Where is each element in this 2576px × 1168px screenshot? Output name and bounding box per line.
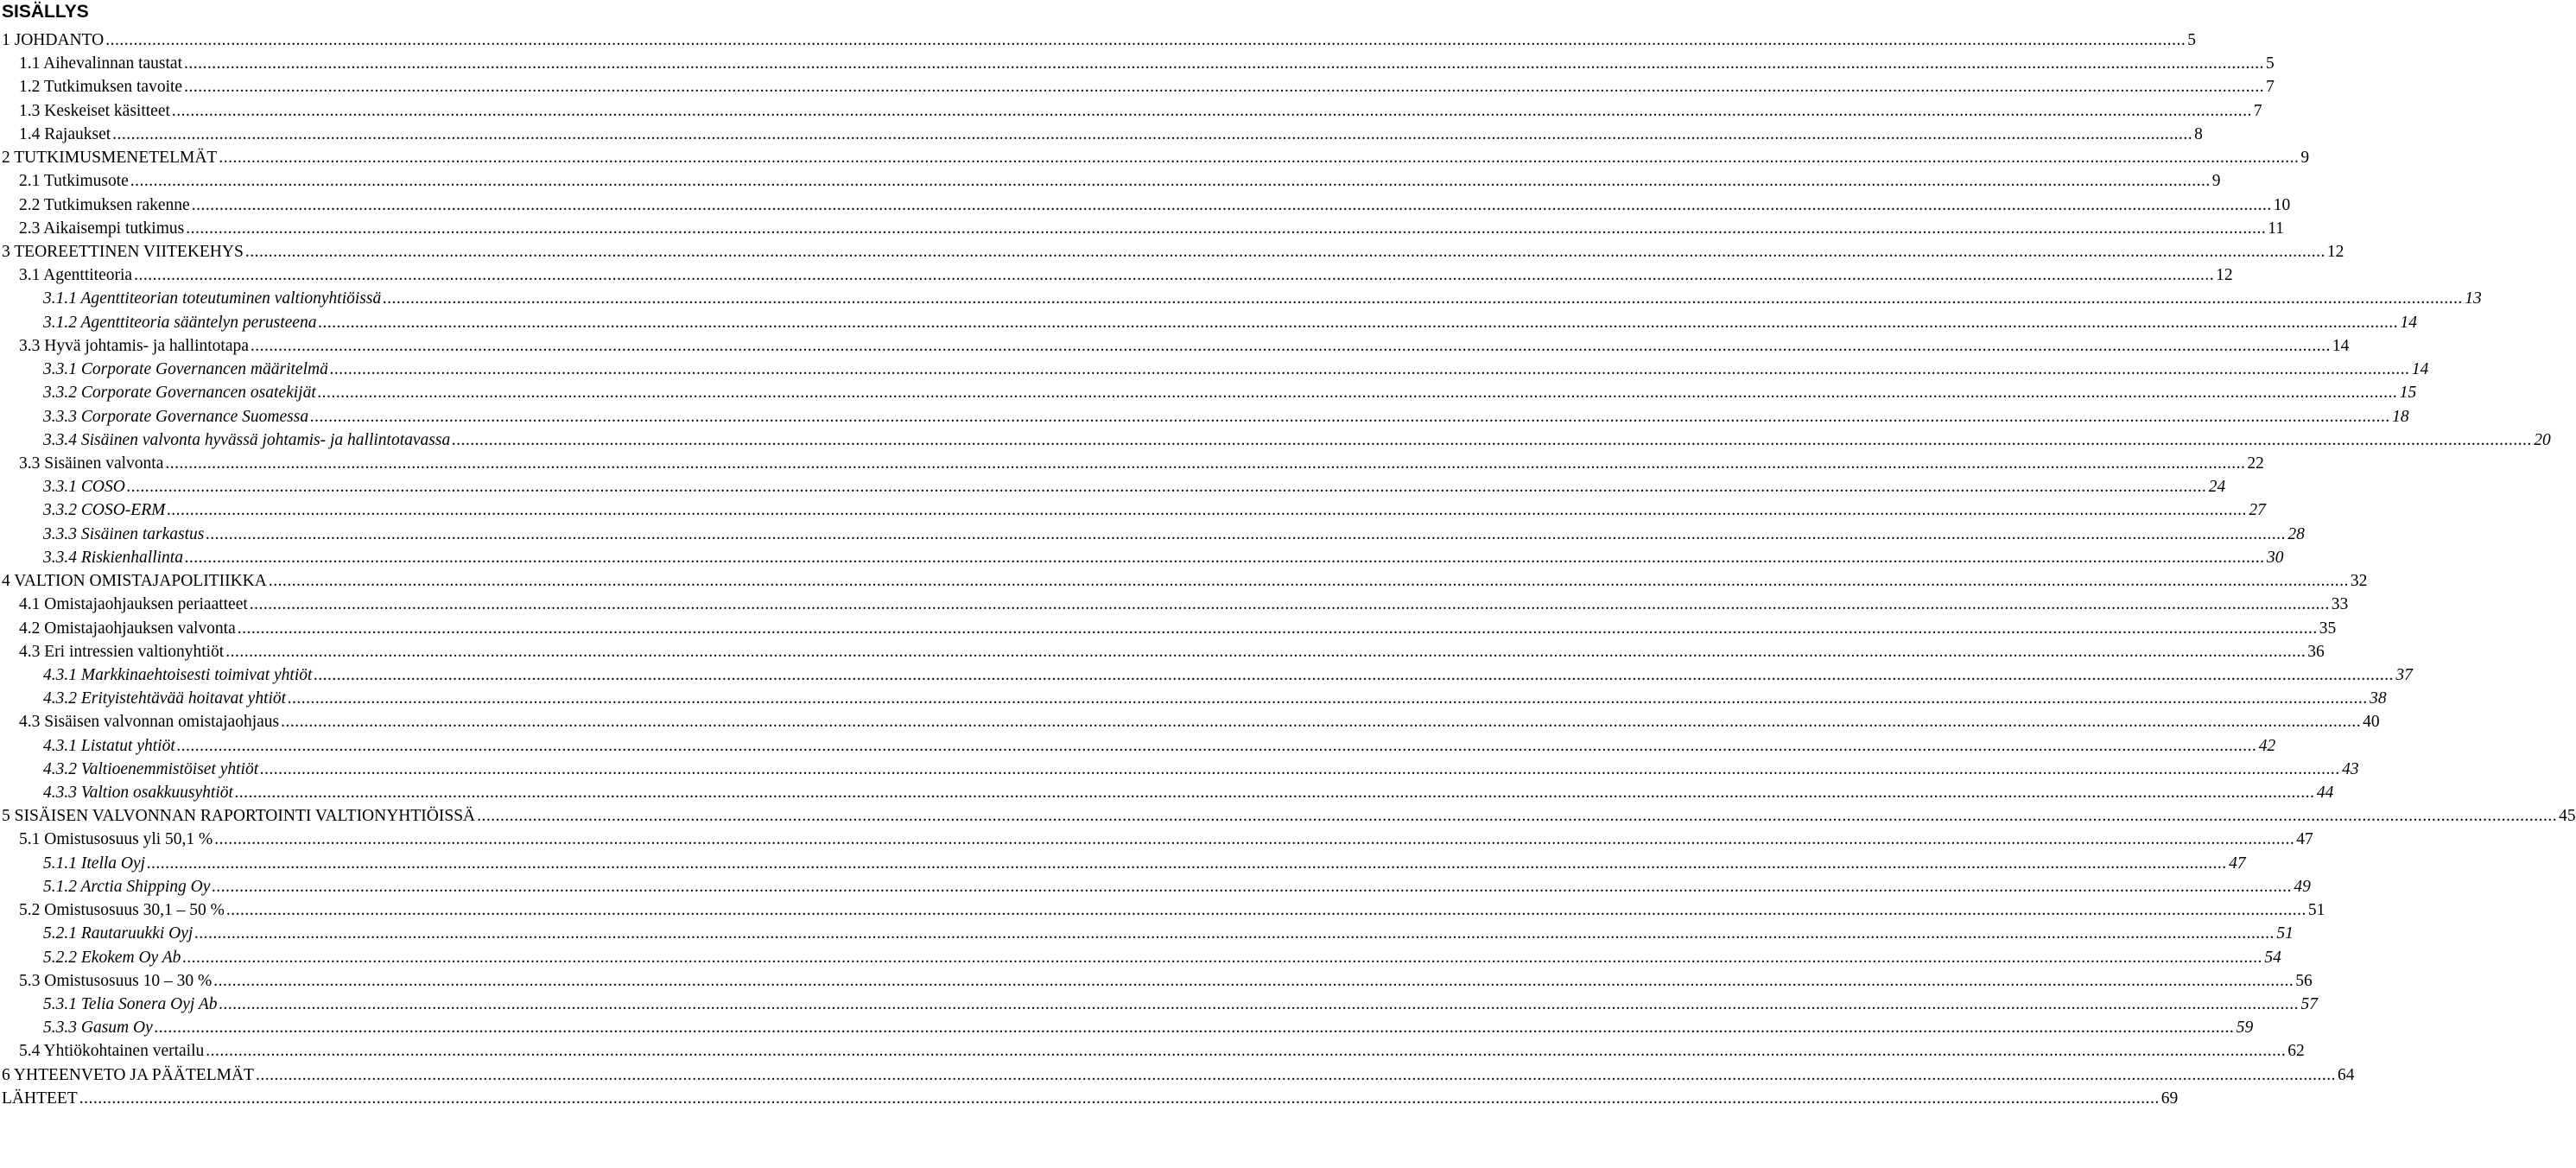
toc-entry-page-number: 43 bbox=[2342, 760, 2359, 778]
toc-dot-leader: ................................................................................................................................................................................................................................................................................................................................................................................................................................................................ bbox=[167, 501, 2248, 519]
toc-entry[interactable] bbox=[43, 994, 2319, 1015]
toc-entry-label: LÄHTEET bbox=[2, 1089, 78, 1108]
toc-entry-label: 2.1 Tutkimusote bbox=[19, 172, 129, 190]
toc-entry-label: 5.1.1 Itella Oyj bbox=[43, 854, 146, 873]
toc-entry-label: 2.2 Tutkimuksen rakenne bbox=[19, 196, 190, 214]
toc-heading: SISÄLLYS bbox=[2, 2, 89, 22]
toc-entry-page-number: 56 bbox=[2295, 972, 2313, 990]
toc-dot-leader: ................................................................................................................................................................................................................................................................................................................................................................................................................................................................ bbox=[134, 266, 2215, 284]
toc-entry-label: 1.4 Rajaukset bbox=[19, 125, 111, 143]
toc-dot-leader: ................................................................................................................................................................................................................................................................................................................................................................................................................................................................ bbox=[184, 78, 2265, 96]
toc-dot-leader: ................................................................................................................................................................................................................................................................................................................................................................................................................................................................ bbox=[171, 102, 2252, 120]
toc-entry[interactable] bbox=[19, 594, 2349, 615]
toc-entry-label: 4 VALTION OMISTAJAPOLITIIKKA bbox=[2, 572, 267, 590]
toc-entry-label: 4.3.1 Listatut yhtiöt bbox=[43, 737, 175, 755]
toc-entry-page-number: 13 bbox=[2465, 289, 2482, 308]
toc-entry[interactable] bbox=[19, 54, 2275, 74]
toc-entry-label: 3.3.1 Corporate Governancen määritelmä bbox=[43, 360, 328, 378]
toc-entry[interactable] bbox=[19, 265, 2233, 286]
toc-dot-leader: ................................................................................................................................................................................................................................................................................................................................................................................................................................................................ bbox=[225, 643, 2306, 661]
toc-entry[interactable] bbox=[19, 642, 2325, 663]
toc-entry-page-number: 28 bbox=[2287, 525, 2305, 543]
toc-entry[interactable] bbox=[43, 359, 2429, 380]
toc-entry[interactable] bbox=[19, 1041, 2305, 1062]
toc-dot-leader: ................................................................................................................................................................................................................................................................................................................................................................................................................................................................ bbox=[268, 572, 2349, 590]
toc-dot-leader: ................................................................................................................................................................................................................................................................................................................................................................................................................................................................ bbox=[206, 525, 2287, 543]
toc-dot-leader: ................................................................................................................................................................................................................................................................................................................................................................................................................................................................ bbox=[214, 830, 2295, 848]
toc-dot-leader: ................................................................................................................................................................................................................................................................................................................................................................................................................................................................ bbox=[314, 666, 2395, 684]
toc-entry-page-number: 69 bbox=[2160, 1089, 2179, 1108]
toc-dot-leader: ................................................................................................................................................................................................................................................................................................................................................................................................................................................................ bbox=[383, 289, 2464, 308]
toc-dot-leader: ................................................................................................................................................................................................................................................................................................................................................................................................................................................................ bbox=[310, 408, 2391, 426]
toc-entry[interactable] bbox=[43, 854, 2246, 874]
toc-entry-page-number: 10 bbox=[2273, 196, 2291, 214]
toc-entry[interactable] bbox=[43, 924, 2294, 944]
toc-dot-leader: ................................................................................................................................................................................................................................................................................................................................................................................................................................................................ bbox=[176, 737, 2257, 755]
toc-entry-label: 2 TUTKIMUSMENETELMÄT bbox=[2, 149, 218, 167]
toc-entry-label: 3.3.2 COSO-ERM bbox=[43, 501, 166, 519]
toc-entry-label: 5.4 Yhtiökohtainen vertailu bbox=[19, 1042, 205, 1060]
toc-entry[interactable] bbox=[2, 242, 2344, 263]
toc-entry-page-number: 49 bbox=[2294, 878, 2311, 896]
toc-entry-page-number: 14 bbox=[2411, 360, 2429, 378]
toc-dot-leader: ................................................................................................................................................................................................................................................................................................................................................................................................................................................................ bbox=[105, 31, 2186, 49]
toc-entry[interactable] bbox=[43, 877, 2311, 898]
toc-entry-label: 5.2 Omistusosuus 30,1 – 50 % bbox=[19, 901, 225, 919]
toc-entry-page-number: 51 bbox=[2276, 924, 2294, 943]
toc-entry[interactable] bbox=[2, 571, 2368, 592]
toc-entry[interactable] bbox=[43, 289, 2482, 309]
toc-entry-label: 2.3 Aikaisempi tutkimus bbox=[19, 219, 185, 238]
toc-entry-page-number: 51 bbox=[2307, 901, 2325, 919]
toc-entry-page-number: 64 bbox=[2337, 1066, 2355, 1084]
toc-entry-label: 5.3.3 Gasum Oy bbox=[43, 1019, 153, 1037]
toc-dot-leader: ................................................................................................................................................................................................................................................................................................................................................................................................................................................................ bbox=[318, 314, 2399, 332]
toc-dot-leader: ................................................................................................................................................................................................................................................................................................................................................................................................................................................................ bbox=[250, 337, 2331, 355]
toc-entry-label: 3.3 Sisäinen valvonta bbox=[19, 454, 164, 473]
toc-entry-page-number: 27 bbox=[2249, 501, 2266, 519]
toc-entry-page-number: 33 bbox=[2331, 595, 2349, 613]
toc-entry-page-number: 42 bbox=[2258, 737, 2276, 755]
toc-entry-page-number: 22 bbox=[2247, 454, 2264, 473]
toc-entry-label: 5.3.1 Telia Sonera Oyj Ab bbox=[43, 995, 218, 1013]
toc-entry-page-number: 12 bbox=[2326, 243, 2344, 261]
toc-entry-page-number: 38 bbox=[2370, 689, 2387, 708]
toc-entry-page-number: 18 bbox=[2392, 408, 2409, 426]
toc-entry-page-number: 14 bbox=[2332, 337, 2350, 355]
toc-dot-leader: ................................................................................................................................................................................................................................................................................................................................................................................................................................................................ bbox=[244, 243, 2325, 261]
toc-entry[interactable] bbox=[19, 171, 2221, 192]
toc-dot-leader: ................................................................................................................................................................................................................................................................................................................................................................................................................................................................ bbox=[288, 689, 2369, 708]
toc-dot-leader: ................................................................................................................................................................................................................................................................................................................................................................................................................................................................ bbox=[154, 1019, 2235, 1037]
toc-entry-label: 3.3 Hyvä johtamis- ja hallintotapa bbox=[19, 337, 249, 355]
toc-dot-leader: ................................................................................................................................................................................................................................................................................................................................................................................................................................................................ bbox=[213, 972, 2294, 990]
toc-dot-leader: ................................................................................................................................................................................................................................................................................................................................................................................................................................................................ bbox=[219, 149, 2300, 167]
toc-entry-label: 1.3 Keskeiset käsitteet bbox=[19, 102, 170, 120]
toc-dot-leader: ................................................................................................................................................................................................................................................................................................................................................................................................................................................................ bbox=[225, 901, 2306, 919]
toc-dot-leader: ................................................................................................................................................................................................................................................................................................................................................................................................................................................................ bbox=[184, 549, 2265, 567]
toc-entry-page-number: 37 bbox=[2395, 666, 2413, 684]
toc-entry-label: 1.1 Aihevalinnan taustat bbox=[19, 54, 183, 73]
toc-entry[interactable] bbox=[43, 383, 2417, 403]
toc-entry-label: 6 YHTEENVETO JA PÄÄTELMÄT bbox=[2, 1066, 254, 1084]
toc-dot-leader: ................................................................................................................................................................................................................................................................................................................................................................................................................................................................ bbox=[255, 1066, 2336, 1084]
toc-entry[interactable] bbox=[19, 829, 2313, 850]
toc-dot-leader: ................................................................................................................................................................................................................................................................................................................................................................................................................................................................ bbox=[79, 1089, 2160, 1108]
toc-entry-label: 3.3.1 COSO bbox=[43, 478, 125, 496]
toc-dot-leader: ................................................................................................................................................................................................................................................................................................................................................................................................................................................................ bbox=[206, 1042, 2287, 1060]
toc-entry-page-number: 5 bbox=[2266, 54, 2275, 73]
toc-dot-leader: ................................................................................................................................................................................................................................................................................................................................................................................................................................................................ bbox=[182, 949, 2263, 967]
toc-entry[interactable] bbox=[43, 548, 2284, 568]
toc-dot-leader: ................................................................................................................................................................................................................................................................................................................................................................................................................................................................ bbox=[126, 478, 2207, 496]
toc-entry-label: 5.2.1 Rautaruukki Oyj bbox=[43, 924, 194, 943]
toc-entry-page-number: 57 bbox=[2300, 995, 2319, 1013]
toc-entry-page-number: 47 bbox=[2296, 830, 2313, 848]
toc-dot-leader: ................................................................................................................................................................................................................................................................................................................................................................................................................................................................ bbox=[219, 995, 2300, 1013]
toc-entry[interactable] bbox=[19, 77, 2275, 98]
toc-entry[interactable] bbox=[2, 806, 2576, 827]
toc-entry-label: 3.1.2 Agenttiteoria sääntelyn perusteena bbox=[43, 314, 317, 332]
toc-dot-leader: ................................................................................................................................................................................................................................................................................................................................................................................................................................................................ bbox=[165, 454, 2246, 473]
toc-entry-page-number: 8 bbox=[2194, 125, 2203, 143]
toc-entry-page-number: 32 bbox=[2350, 572, 2368, 590]
toc-entry-page-number: 12 bbox=[2216, 266, 2233, 284]
toc-entry-page-number: 9 bbox=[2300, 149, 2310, 167]
toc-dot-leader: ................................................................................................................................................................................................................................................................................................................................................................................................................................................................ bbox=[130, 172, 2211, 190]
toc-entry[interactable] bbox=[43, 500, 2266, 521]
toc-dot-leader: ................................................................................................................................................................................................................................................................................................................................................................................................................................................................ bbox=[452, 431, 2533, 449]
toc-entry[interactable] bbox=[43, 948, 2281, 968]
toc-dot-leader: ................................................................................................................................................................................................................................................................................................................................................................................................................................................................ bbox=[112, 125, 2193, 143]
toc-entry[interactable] bbox=[43, 665, 2413, 686]
toc-entry[interactable] bbox=[2, 148, 2310, 168]
toc-entry-page-number: 9 bbox=[2211, 172, 2221, 190]
toc-entry[interactable] bbox=[43, 430, 2551, 451]
toc-entry-label: 3.3.4 Riskienhallinta bbox=[43, 549, 183, 567]
toc-entry-page-number: 20 bbox=[2534, 431, 2551, 449]
toc-entry-page-number: 15 bbox=[2399, 384, 2417, 402]
toc-entry[interactable] bbox=[19, 619, 2337, 639]
toc-entry[interactable] bbox=[19, 454, 2264, 474]
toc-entry[interactable] bbox=[43, 783, 2334, 803]
toc-entry-label: 4.3 Sisäisen valvonnan omistajaohjaus bbox=[19, 713, 280, 731]
toc-entry[interactable] bbox=[43, 1018, 2254, 1038]
toc-entry[interactable] bbox=[43, 689, 2387, 709]
toc-dot-leader: ................................................................................................................................................................................................................................................................................................................................................................................................................................................................ bbox=[249, 595, 2330, 613]
toc-entry[interactable] bbox=[2, 1089, 2179, 1109]
toc-entry[interactable] bbox=[43, 477, 2226, 498]
toc-entry-page-number: 44 bbox=[2316, 784, 2334, 802]
toc-entry-label: 1.2 Tutkimuksen tavoite bbox=[19, 78, 183, 96]
toc-entry-label: 3.1.1 Agenttiteorian toteutuminen valtionyhtiöissä bbox=[43, 289, 382, 308]
toc-entry-label: 1 JOHDANTO bbox=[2, 31, 105, 49]
toc-entry-page-number: 5 bbox=[2187, 31, 2197, 49]
toc-entry-label: 5.2.2 Ekokem Oy Ab bbox=[43, 949, 181, 967]
toc-entry[interactable] bbox=[43, 407, 2409, 428]
toc-entry[interactable] bbox=[2, 30, 2197, 51]
toc-entry-label: 5.1.2 Arctia Shipping Oy bbox=[43, 878, 211, 896]
toc-entry-page-number: 24 bbox=[2208, 478, 2226, 496]
toc-entry-page-number: 7 bbox=[2266, 78, 2275, 96]
toc-entry[interactable] bbox=[19, 124, 2203, 145]
toc-dot-leader: ................................................................................................................................................................................................................................................................................................................................................................................................................................................................ bbox=[477, 807, 2558, 825]
toc-entry[interactable] bbox=[43, 759, 2359, 780]
toc-entry-label: 3.3.3 Corporate Governance Suomessa bbox=[43, 408, 309, 426]
toc-dot-leader: ................................................................................................................................................................................................................................................................................................................................................................................................................................................................ bbox=[186, 219, 2267, 238]
toc-entry[interactable] bbox=[43, 736, 2276, 757]
toc-entry[interactable] bbox=[19, 971, 2313, 992]
toc-entry-label: 4.3.2 Valtioenemmistöiset yhtiöt bbox=[43, 760, 259, 778]
toc-entry[interactable] bbox=[19, 219, 2284, 239]
toc-entry-label: 3.3.4 Sisäinen valvonta hyvässä johtamis- ja hallintotavassa bbox=[43, 431, 451, 449]
toc-dot-leader: ................................................................................................................................................................................................................................................................................................................................................................................................................................................................ bbox=[260, 760, 2341, 778]
toc-entry[interactable] bbox=[43, 313, 2417, 333]
toc-entry-page-number: 35 bbox=[2319, 619, 2337, 638]
toc-dot-leader: ................................................................................................................................................................................................................................................................................................................................................................................................................................................................ bbox=[281, 713, 2362, 731]
toc-dot-leader: ................................................................................................................................................................................................................................................................................................................................................................................................................................................................ bbox=[234, 784, 2315, 802]
toc-dot-leader: ................................................................................................................................................................................................................................................................................................................................................................................................................................................................ bbox=[212, 878, 2293, 896]
toc-entry[interactable] bbox=[19, 900, 2325, 921]
toc-entry-label: 4.1 Omistajaohjauksen periaatteet bbox=[19, 595, 248, 613]
toc-dot-leader: ................................................................................................................................................................................................................................................................................................................................................................................................................................................................ bbox=[191, 196, 2272, 214]
toc-entry-page-number: 45 bbox=[2559, 807, 2576, 825]
toc-entry-page-number: 62 bbox=[2287, 1042, 2305, 1060]
toc-entry-label: 5 SISÄISEN VALVONNAN RAPORTOINTI VALTIONYHTIÖISSÄ bbox=[2, 807, 476, 825]
toc-entry-page-number: 11 bbox=[2268, 219, 2284, 238]
toc-entry-label: 4.2 Omistajaohjauksen valvonta bbox=[19, 619, 236, 638]
toc-dot-leader: ................................................................................................................................................................................................................................................................................................................................................................................................................................................................ bbox=[194, 924, 2275, 943]
toc-entry-label: 4.3.2 Erityistehtävää hoitavat yhtiöt bbox=[43, 689, 287, 708]
toc-entry-label: 4.3.3 Valtion osakkuusyhtiöt bbox=[43, 784, 233, 802]
toc-entry-label: 4.3 Eri intressien valtionyhtiöt bbox=[19, 643, 225, 661]
toc-entry-label: 3.3.3 Sisäinen tarkastus bbox=[43, 525, 205, 543]
toc-entry[interactable] bbox=[19, 336, 2350, 357]
toc-entry-label: 3.1 Agenttiteoria bbox=[19, 266, 133, 284]
toc-entry-label: 3 TEOREETTINEN VIITEKEHYS bbox=[2, 243, 244, 261]
toc-entry-page-number: 54 bbox=[2264, 949, 2281, 967]
toc-dot-leader: ................................................................................................................................................................................................................................................................................................................................................................................................................................................................ bbox=[317, 384, 2398, 402]
toc-dot-leader: ................................................................................................................................................................................................................................................................................................................................................................................................................................................................ bbox=[237, 619, 2318, 638]
toc-entry-page-number: 7 bbox=[2253, 102, 2262, 120]
toc-entry-page-number: 40 bbox=[2363, 713, 2380, 731]
toc-dot-leader: ................................................................................................................................................................................................................................................................................................................................................................................................................................................................ bbox=[184, 54, 2265, 73]
toc-entry-page-number: 30 bbox=[2266, 549, 2284, 567]
toc-entry[interactable] bbox=[2, 1065, 2355, 1086]
toc-entry-page-number: 59 bbox=[2236, 1019, 2254, 1037]
toc-entry[interactable] bbox=[19, 195, 2291, 216]
toc-entry-label: 5.3 Omistusosuus 10 – 30 % bbox=[19, 972, 213, 990]
toc-dot-leader: ................................................................................................................................................................................................................................................................................................................................................................................................................................................................ bbox=[147, 854, 2228, 873]
toc-entry-page-number: 36 bbox=[2307, 643, 2325, 661]
toc-entry[interactable] bbox=[43, 524, 2305, 545]
toc-entry[interactable] bbox=[19, 101, 2262, 122]
toc-entry-label: 5.1 Omistusosuus yli 50,1 % bbox=[19, 830, 213, 848]
toc-entry[interactable] bbox=[19, 712, 2380, 733]
toc-entry-label: 3.3.2 Corporate Governancen osatekijät bbox=[43, 384, 316, 402]
toc-dot-leader: ................................................................................................................................................................................................................................................................................................................................................................................................................................................................ bbox=[329, 360, 2410, 378]
toc-entry-label: 4.3.1 Markkinaehtoisesti toimivat yhtiöt bbox=[43, 666, 313, 684]
toc-entry-page-number: 47 bbox=[2229, 854, 2246, 873]
toc-entry-page-number: 14 bbox=[2400, 314, 2417, 332]
